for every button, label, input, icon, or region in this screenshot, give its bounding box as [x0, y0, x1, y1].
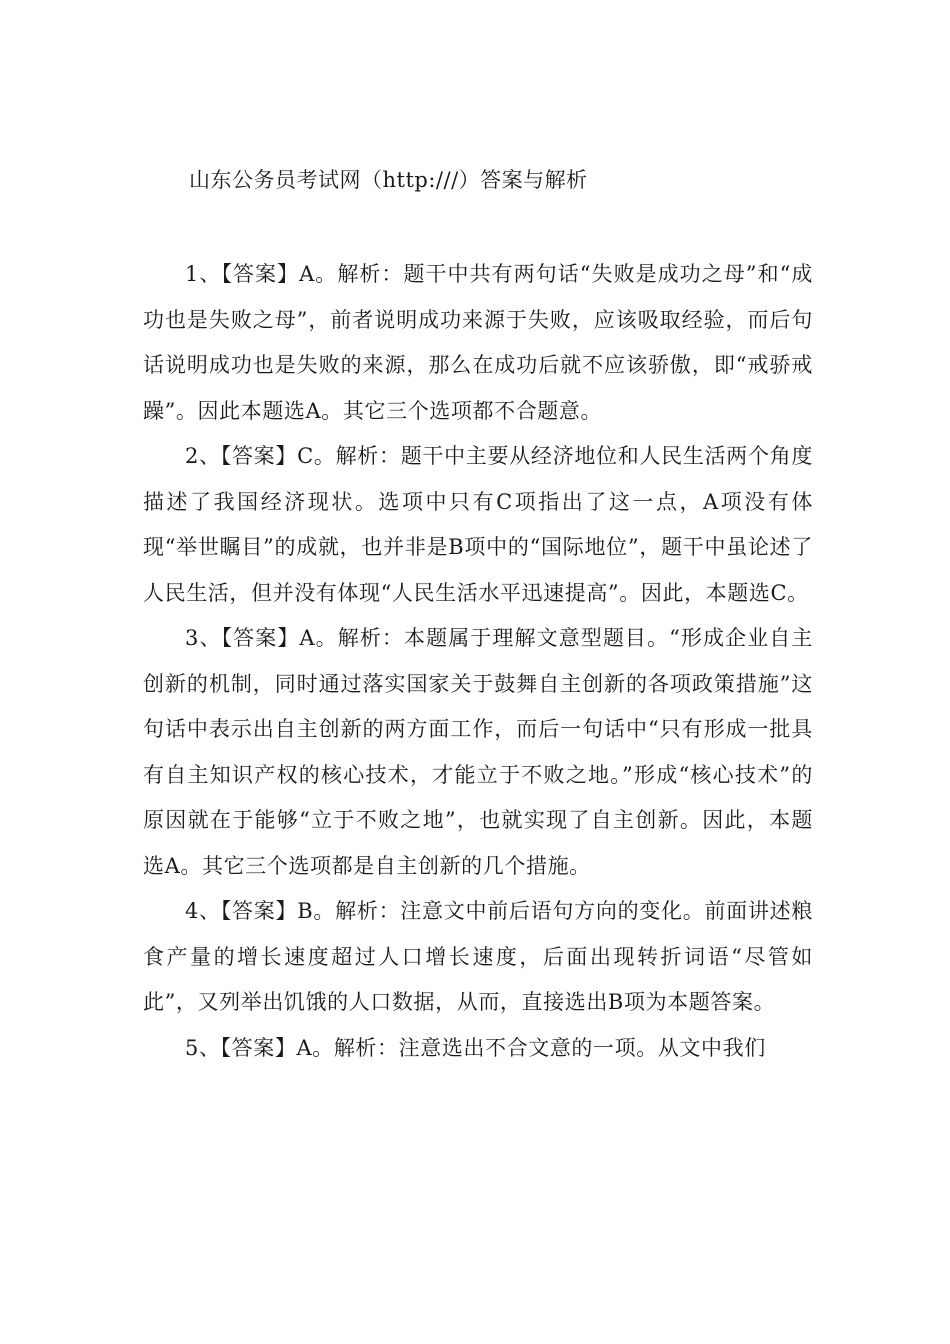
- answer-paragraph-1: 1、【答案】A。解析：题干中共有两句话“失败是成功之母”和“成功也是失败之母”，前者说明成功来源于失败，应该吸取经验，而后句话说明成功也是失败的来源，那么在成功后就不应该骄傲，即“戒骄戒躁”。因此本题选A。其它三个选项都不合题意。: [143, 262, 813, 423]
- document-body: [143, 252, 813, 1071]
- document-title: 山东公务员考试网（http:///）答案与解析: [189, 168, 588, 192]
- answer-paragraph-4: 4、【答案】B。解析：注意文中前后语句方向的变化。前面讲述粮食产量的增长速度超过人口增长速度，后面出现转折词语“尽管如此”，又列举出饥饿的人口数据，从而，直接选出B项为本题答案。: [143, 899, 813, 1014]
- answer-paragraph-5: 5、【答案】A。解析：注意选出不合文意的一项。从文中我们: [185, 1035, 766, 1060]
- answer-paragraph-2: 2、【答案】C。解析：题干中主要从经济地位和人民生活两个角度描述了我国经济现状。选项中只有C项指出了这一点，A项没有体现“举世瞩目”的成就，也并非是B项中的“国际地位”，题干中虽论述了人民生活，但并没有体现“人民生活水平迅速提高”。因此，本题选C。: [143, 444, 813, 605]
- answer-paragraph-3: 3、【答案】A。解析：本题属于理解文意型题目。“形成企业自主创新的机制，同时通过落实国家关于鼓舞自主创新的各项政策措施”这句话中表示出自主创新的两方面工作，而后一句话中“只有形成一批具有自主知识产权的核心技术，才能立于不败之地。”形成“核心技术”的原因就在于能够“立于不败之地”，也就实现了自主创新。因此，本题选A。其它三个选项都是自主创新的几个措施。: [143, 626, 813, 878]
